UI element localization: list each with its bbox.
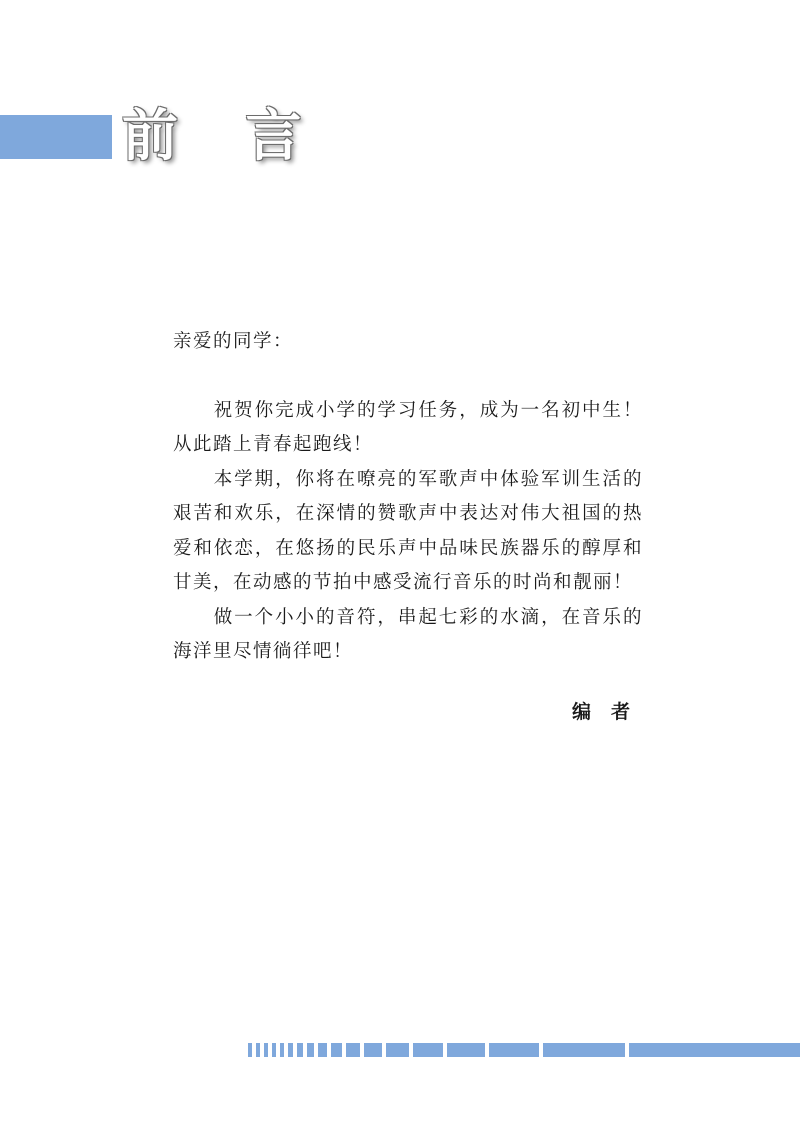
header-accent-bar — [0, 115, 112, 159]
footer-bar — [280, 1043, 284, 1057]
footer-bar — [288, 1043, 293, 1057]
footer-decoration-bars — [0, 1043, 800, 1057]
footer-bar — [272, 1043, 276, 1057]
footer-bar — [297, 1043, 303, 1057]
footer-bar — [248, 1043, 252, 1057]
letter-salutation: 亲爱的同学： — [173, 331, 294, 352]
letter-paragraph: 做一个小小的音符，串起七彩的水滴，在音乐的海洋里尽情徜徉吧！ — [173, 606, 643, 662]
footer-bar — [543, 1043, 625, 1057]
footer-bar — [256, 1043, 260, 1057]
footer-bar — [413, 1043, 443, 1057]
footer-bar — [307, 1043, 314, 1057]
footer-bar — [386, 1043, 409, 1057]
footer-bar — [364, 1043, 382, 1057]
letter-signature: 编者 — [572, 701, 651, 723]
footer-bar — [447, 1043, 485, 1057]
footer-bar — [489, 1043, 539, 1057]
letter-paragraph: 本学期，你将在嘹亮的军歌声中体验军训生活的艰苦和欢乐，在深情的赞歌声中表达对伟大祖国的热爱和依恋，在悠扬的民乐声中品味民族器乐的醇厚和甘美，在动感的节拍中感受流行音乐的时尚和靓丽！ — [173, 468, 643, 593]
page-title: 前 言 — [122, 102, 326, 172]
footer-bar — [629, 1043, 800, 1057]
footer-bar — [318, 1043, 327, 1057]
letter-paragraph: 祝贺你完成小学的学习任务，成为一名初中生！从此踏上青春起跑线！ — [173, 399, 643, 455]
footer-bar — [331, 1043, 342, 1057]
letter-body — [173, 325, 643, 670]
footer-bar — [346, 1043, 360, 1057]
footer-bar — [264, 1043, 268, 1057]
